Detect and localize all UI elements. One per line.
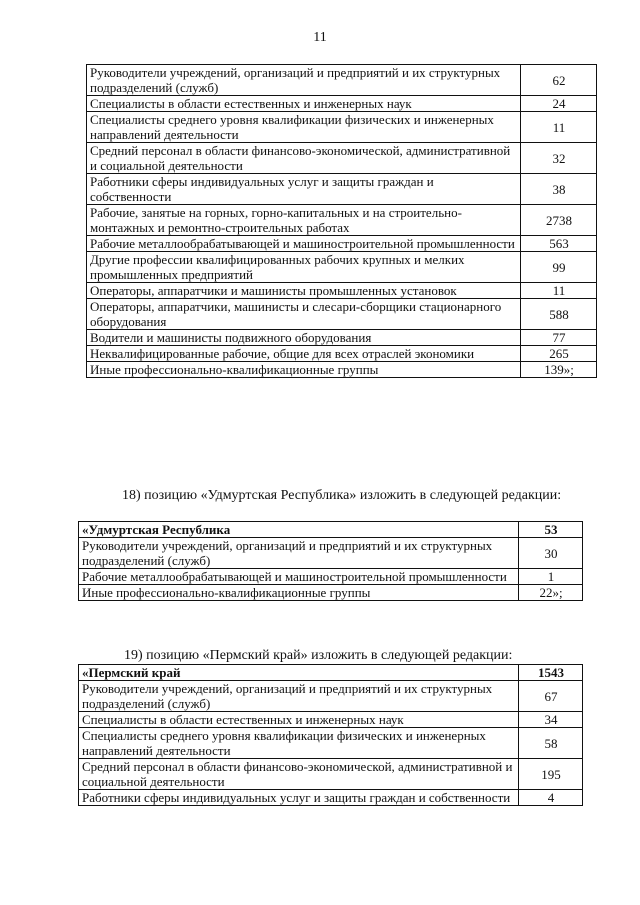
udmurt-table <box>78 521 583 601</box>
occupation-label: Операторы, аппаратчики, машинисты и слесари-сборщики стационарного оборудования <box>87 299 521 330</box>
table-row <box>79 585 583 601</box>
occupation-label: Работники сферы индивидуальных услуг и защиты граждан и собственности <box>79 790 519 806</box>
occupation-label: Другие профессии квалифицированных рабочих крупных и мелких промышленных предприятий <box>87 252 521 283</box>
table-row <box>79 569 583 585</box>
occupation-value: 38 <box>521 174 597 205</box>
occupation-label: Рабочие металлообрабатывающей и машиностроительной промышленности <box>87 236 521 252</box>
table-row <box>87 112 597 143</box>
table-row <box>79 712 583 728</box>
occupation-value: 32 <box>521 143 597 174</box>
table-row <box>87 299 597 330</box>
occupation-value: 77 <box>521 330 597 346</box>
occupation-label: Специалисты среднего уровня квалификации физических и инженерных направлений деятельности <box>87 112 521 143</box>
occupation-value: 588 <box>521 299 597 330</box>
occupation-value: 265 <box>521 346 597 362</box>
paragraph-18: 18) позицию «Удмуртская Республика» изложить в следующей редакции: <box>122 488 562 503</box>
page-number: 11 <box>313 30 327 45</box>
region-name: «Удмуртская Республика <box>79 522 519 538</box>
udmurt-header-row <box>79 522 583 538</box>
perm-table-body <box>79 681 583 806</box>
region-total: 1543 <box>519 665 583 681</box>
occupation-label: Иные профессионально-квалификационные группы <box>79 585 519 601</box>
table-row <box>79 728 583 759</box>
table-row <box>87 65 597 96</box>
occupation-label: Средний персонал в области финансово-экономической, административной и социальной деятельности <box>79 759 519 790</box>
occupation-label: Неквалифицированные рабочие, общие для всех отраслей экономики <box>87 346 521 362</box>
table-row <box>79 790 583 806</box>
occupation-value: 24 <box>521 96 597 112</box>
udmurt-table-body <box>79 538 583 601</box>
occupation-value: 34 <box>519 712 583 728</box>
occupation-label: Руководители учреждений, организаций и предприятий и их структурных подразделений (служб) <box>87 65 521 96</box>
region-name: «Пермский край <box>79 665 519 681</box>
table-row <box>87 205 597 236</box>
occupation-label: Специалисты в области естественных и инженерных наук <box>79 712 519 728</box>
table-row <box>87 362 597 378</box>
occupation-label: Руководители учреждений, организаций и предприятий и их структурных подразделений (служб) <box>79 681 519 712</box>
perm-table <box>78 664 583 806</box>
occupation-label: Рабочие, занятые на горных, горно-капитальных и на строительно-монтажных и ремонтно-строительных работах <box>87 205 521 236</box>
occupation-value: 2738 <box>521 205 597 236</box>
table-row <box>79 681 583 712</box>
table-row <box>87 143 597 174</box>
occupation-value: 139»; <box>521 362 597 378</box>
occupation-value: 11 <box>521 283 597 299</box>
occupation-label: Водители и машинисты подвижного оборудования <box>87 330 521 346</box>
occupation-value: 22»; <box>519 585 583 601</box>
occupation-value: 1 <box>519 569 583 585</box>
occupation-value: 30 <box>519 538 583 569</box>
table-row <box>79 759 583 790</box>
table-row <box>87 330 597 346</box>
occupation-value: 99 <box>521 252 597 283</box>
table-row <box>87 346 597 362</box>
occupation-label: Руководители учреждений, организаций и предприятий и их структурных подразделений (служб) <box>79 538 519 569</box>
occupation-value: 62 <box>521 65 597 96</box>
occupation-label: Средний персонал в области финансово-экономической, административной и социальной деятельности <box>87 143 521 174</box>
table-row <box>87 236 597 252</box>
table-row <box>87 174 597 205</box>
paragraph-19: 19) позицию «Пермский край» изложить в следующей редакции: <box>124 648 513 663</box>
occupation-label: Специалисты в области естественных и инженерных наук <box>87 96 521 112</box>
occupation-label: Иные профессионально-квалификационные группы <box>87 362 521 378</box>
perm-header-row <box>79 665 583 681</box>
occupation-label: Операторы, аппаратчики и машинисты промышленных установок <box>87 283 521 299</box>
table-row <box>87 252 597 283</box>
table-row <box>87 283 597 299</box>
table-row <box>87 96 597 112</box>
occupation-value: 58 <box>519 728 583 759</box>
top-table-body <box>87 65 597 378</box>
top-table <box>86 64 597 378</box>
occupation-value: 195 <box>519 759 583 790</box>
occupation-value: 563 <box>521 236 597 252</box>
table-row <box>79 538 583 569</box>
occupation-value: 11 <box>521 112 597 143</box>
occupation-label: Рабочие металлообрабатывающей и машиностроительной промышленности <box>79 569 519 585</box>
occupation-label: Специалисты среднего уровня квалификации физических и инженерных направлений деятельности <box>79 728 519 759</box>
region-total: 53 <box>519 522 583 538</box>
occupation-value: 4 <box>519 790 583 806</box>
occupation-label: Работники сферы индивидуальных услуг и защиты граждан и собственности <box>87 174 521 205</box>
occupation-value: 67 <box>519 681 583 712</box>
